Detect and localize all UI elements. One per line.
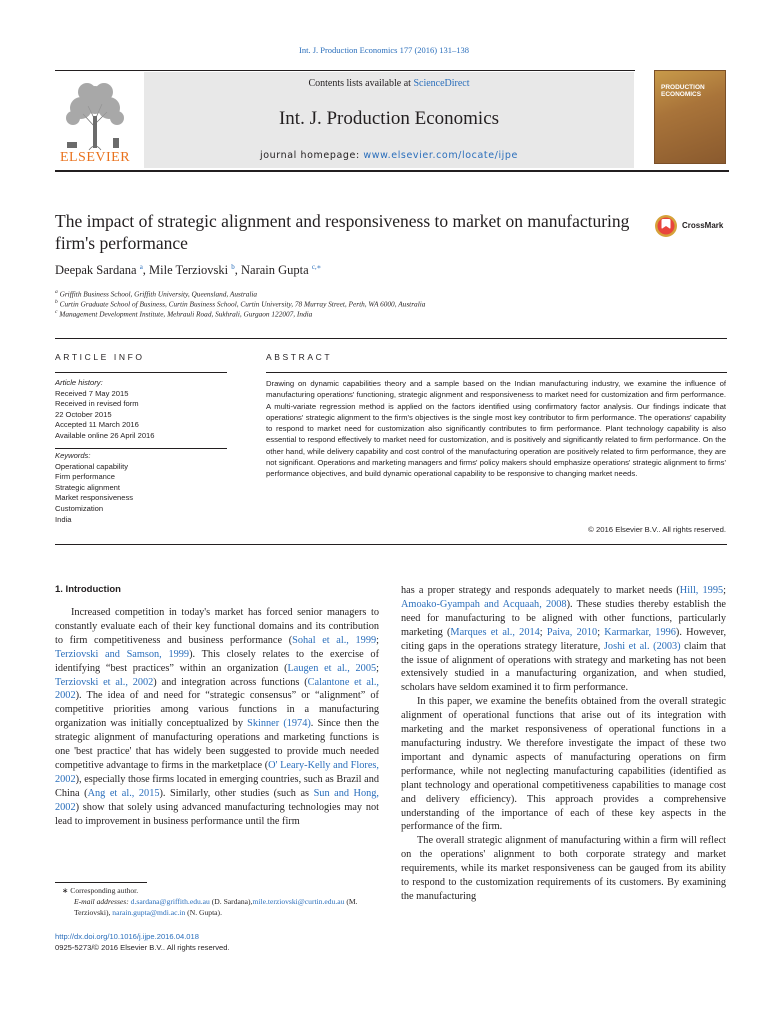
- section-rule: [55, 544, 727, 545]
- citation-link[interactable]: Sohal et al., 1999: [292, 634, 377, 646]
- body-column-right: [401, 584, 726, 904]
- email-owner: (N. Gupta).: [185, 907, 222, 917]
- history-item: 22 October 2015: [55, 409, 112, 419]
- email-link[interactable]: narain.gupta@mdi.ac.in: [112, 907, 186, 917]
- keyword: Customization: [55, 503, 104, 513]
- abstract-rule: [266, 372, 727, 373]
- info-rule: [55, 448, 227, 449]
- keywords-label: Keywords:: [55, 451, 91, 460]
- corresponding-author-note: ∗ Corresponding author.: [62, 886, 139, 895]
- journal-homepage: journal homepage: www.elsevier.com/locate/ijpe: [259, 150, 518, 161]
- paragraph: has a proper strategy and responds adequately to market needs (Hill, 1995; Amoako-Gyampah and Acquaah, 2008). These studies thereby establish the need for manufacturing to be aligned with other functions, particularly marketing (Marques et al., 2014; Paiva, 2010; Karmarkar, 1996). However, citing gaps in the operations strategy literature, Joshi et al. (2003) claim that the issue of alignment of operations with strategy and marketing has not been extensively studied in a manufacturing organization, and when studied, scholars have seldom examined it to firm performance.: [401, 585, 727, 694]
- homepage-link[interactable]: www.elsevier.com/locate/ijpe: [363, 150, 518, 161]
- citation-link[interactable]: Sun and Hong, 2002: [55, 787, 379, 813]
- history-item: Received in revised form: [55, 399, 139, 409]
- email-label: E-mail addresses:: [74, 897, 131, 906]
- author-name: Narain Gupta: [241, 263, 309, 278]
- footnote-rule: [55, 882, 147, 883]
- section-heading-introduction: 1. Introduction: [55, 584, 121, 595]
- journal-title: Int. J. Production Economics: [278, 108, 500, 129]
- journal-cover-thumbnail[interactable]: [654, 70, 726, 164]
- article-history: [55, 378, 227, 442]
- abstract-body: Drawing on dynamic capabilities theory and a sample based on the Indian manufacturing industry, we examine the influence of manufacturing operations' functioning, strategic alignment and responsiveness to market need for customization and firm performance. A multi-variate regression method is applied on the factors identified using confirmatory factor analysis. Our findings indicate that operations' strategic alignment to the firm's objectives is the single most key contributor to firm performance. The operations' capability to respond to market need for customization also significantly contributes to firm performance. Plant technology capability is also essential to respond effectively to market need for customization, and is positively and significantly related to firm performance. On the other hand, while delivery capability and cost control of the manufacturing operation are positively related to firm performance, they are not significant. Operations and marketing managers and firms' policy makers should emphasize operations' strategic alignment to firms' performance objectives, and build dynamic operational capability to be responsive to changing market needs.: [266, 379, 726, 479]
- crossmark-badge[interactable]: [654, 213, 734, 241]
- journal-citation[interactable]: Int. J. Production Economics 177 (2016) 131–138: [299, 45, 469, 55]
- citation-link[interactable]: Hill, 1995: [679, 585, 724, 596]
- history-item: Available online 26 April 2016: [55, 430, 155, 440]
- affiliation-a: $^a$ Griffith Business School, Griffith University, Queensland, Australia: [55, 289, 258, 299]
- history-label: Article history:: [55, 378, 103, 387]
- author-affiliation-marker[interactable]: a: [139, 263, 143, 271]
- keywords-block: [55, 451, 227, 525]
- citation-link[interactable]: O' Leary-Kelly and Flores, 2002: [55, 759, 379, 785]
- citation-link[interactable]: Marques et al., 2014: [450, 626, 540, 638]
- header-rule: [55, 70, 635, 71]
- history-item: Accepted 11 March 2016: [55, 420, 139, 430]
- citation-link[interactable]: Skinner (1974): [247, 718, 311, 730]
- keyword: Operational capability: [55, 461, 129, 471]
- publisher-wordmark: ELSEVIER: [59, 150, 131, 165]
- citation-link[interactable]: Joshi et al. (2003): [603, 640, 681, 652]
- email-owner: (M. Terziovski),: [74, 897, 358, 917]
- email-link[interactable]: d.sardana@griffith.edu.au: [130, 897, 210, 906]
- author-affiliation-marker[interactable]: c,∗: [311, 263, 322, 271]
- crossmark-icon: [654, 213, 678, 239]
- keyword: Strategic alignment: [55, 482, 121, 492]
- keyword: Firm performance: [55, 472, 115, 482]
- keyword: Market responsiveness: [55, 493, 134, 503]
- email-owner: (D. Sardana),: [209, 897, 253, 906]
- contents-line: Contents lists available at ScienceDirect: [308, 78, 470, 89]
- citation-link[interactable]: Paiva, 2010: [546, 626, 598, 638]
- abstract-copyright: © 2016 Elsevier B.V.. All rights reserved.: [588, 525, 726, 534]
- paragraph: Increased competition in today's market has forced senior managers to constantly evaluate each of their key functional domains and its contribution to firm competitiveness and business performance (Sohal et al., 1999; Terziovski and Samson, 1999). This closely relates to the exercise of identifying “best practices” within an organization (Laugen et al., 2005; Terziovski et al., 2002) and integration across functions (Calantone et al., 2002). The idea of and need for “strategic consensus” or “alignment” of competitive priorities among various functions in a manufacturing organization was initially conceptualized by Skinner (1974). Since then the strategic alignment of manufacturing operations and marketing functions is one 'best practice' that has widely been suggested to provide much needed competitive advantage to firms in the marketplace (O' Leary-Kelly and Flores, 2002), especially those firms located in emerging countries, such as Brazil and China (Ang et al., 2015). Similarly, other studies (such as Sun and Hong, 2002) show that solely using advanced manufacturing technologies may not lead to improvement in business performance until the firm: [55, 607, 380, 827]
- crossmark-label: CrossMark: [682, 221, 724, 230]
- cover-title: PRODUCTION ECONOMICS: [661, 84, 705, 98]
- affiliation-b: $^b$ Curtin Graduate School of Business, Curtin Business School, Curtin University, 78 Murray Street, Perth, WA 6000, Australia: [55, 299, 426, 309]
- info-rule: [55, 372, 227, 373]
- paper-title: The impact of strategic alignment and responsiveness to market on manufacturing firm's performance: [55, 211, 630, 254]
- email-addresses: [55, 897, 395, 918]
- sciencedirect-link[interactable]: ScienceDirect: [413, 78, 470, 89]
- citation-link[interactable]: Terziovski and Samson, 1999: [55, 648, 190, 660]
- doi-link[interactable]: http://dx.doi.org/10.1016/j.ijpe.2016.04.018: [55, 932, 199, 941]
- author-affiliation-marker[interactable]: b: [231, 263, 235, 271]
- history-item: Received 7 May 2015: [55, 388, 129, 398]
- author-name: Mile Terziovski: [149, 263, 229, 278]
- affiliation-c: $^c$ Management Development Institute, Mehrauli Road, Sukhrali, Gurgaon 122007, India: [55, 309, 313, 319]
- citation-link[interactable]: Calantone et al., 2002: [55, 676, 379, 702]
- email-link[interactable]: mile.terziovski@curtin.edu.au: [252, 897, 345, 906]
- author-list: Deepak Sardana $^a$, Mile Terziovski $^b$, Narain Gupta $^{c,∗}$: [55, 263, 322, 278]
- paragraph: The overall strategic alignment of manufacturing within a firm will reflect on the operations' alignment to both corporate strategy and market requirements, while its market responsiveness can be gauged from its ability to respond to the customization requirements of its customers. By examining the manufacturing: [401, 835, 726, 902]
- citation-link[interactable]: Laugen et al., 2005: [287, 662, 377, 674]
- paragraph: In this paper, we examine the benefits obtained from the overall strategic alignment of operational functions that arise out of its integration with marketing and the market responsiveness of operational functions in a manufacturing industry. We therefore investigate the impact of these two important and dynamic aspects of manufacturing operations on firm performance, while not neglecting manufacturing capabilities (identified as plant technology and operational competitiveness capabilities to manage cost and delivery efficiency). This approach provides a comprehensive understanding of the importance of each of these key aspects in the performance of the firm.: [401, 696, 726, 833]
- citation-link[interactable]: Terziovski et al., 2002: [55, 676, 154, 688]
- section-rule: [55, 338, 727, 339]
- body-column-left: [55, 606, 379, 829]
- citation-link[interactable]: Karmarkar, 1996: [604, 626, 676, 638]
- article-info-heading: ARTICLE INFO: [55, 352, 145, 362]
- author-name: Deepak Sardana: [55, 263, 137, 278]
- keyword: India: [55, 514, 72, 524]
- citation-link[interactable]: Amoako-Gyampah and Acquaah, 2008: [401, 598, 567, 610]
- header-rule: [55, 170, 729, 172]
- citation-link[interactable]: Ang et al., 2015: [87, 787, 160, 799]
- doi-block: [55, 931, 395, 953]
- abstract-heading: ABSTRACT: [266, 352, 333, 362]
- issn-line: 0925-5273/© 2016 Elsevier B.V.. All rights reserved.: [55, 943, 230, 952]
